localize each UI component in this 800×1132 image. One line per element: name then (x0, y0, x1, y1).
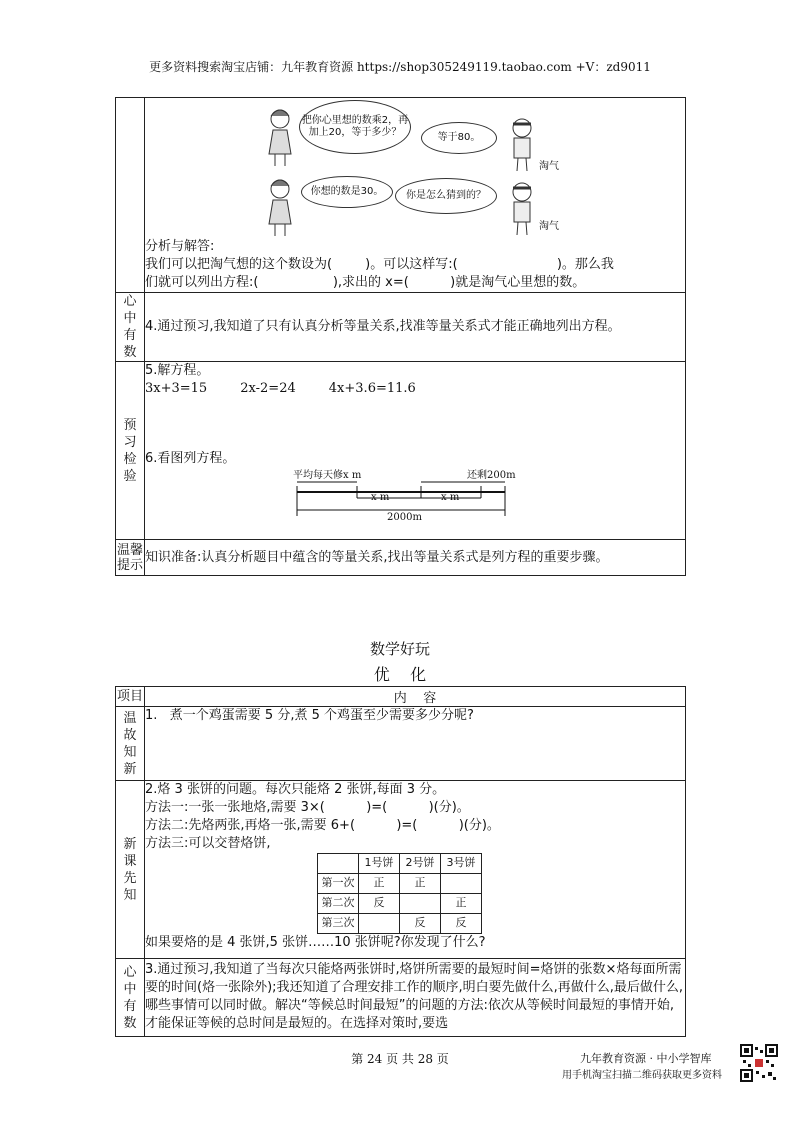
pancake-cell: 正 (359, 874, 400, 894)
row-label-empty (116, 98, 145, 293)
speech-bubble: 你想的数是30。 (301, 176, 393, 208)
pancake-cell: 第一次 (318, 874, 359, 894)
speech-bubble: 把你心里想的数乘2，再加上20，等于多少？ (299, 100, 411, 154)
pancake-header-cell: 2号饼 (400, 854, 441, 874)
diagram-label-left: 平均每天修x m (293, 470, 362, 481)
header-project: 项目 (116, 687, 145, 707)
analysis-title: 分析与解答: (145, 239, 215, 254)
practice-cell (145, 362, 686, 540)
pancake-cell: 第三次 (318, 914, 359, 934)
new-lesson-cell (145, 781, 686, 959)
lesson-line: 2.烙 3 张饼的问题。每次只能烙 2 张饼,每面 3 分。 (145, 782, 446, 797)
speech-bubble: 等于80。 (421, 122, 497, 154)
comic-area (145, 98, 685, 238)
row-text: 知识准备:认真分析题目中蕴含的等量关系,找出等量关系式是列方程的重要步骤。 (145, 540, 686, 576)
equations: 3x+3=15 2x-2=24 4x+3.6=11.6 (145, 381, 416, 396)
question-5: 5.解方程。 (145, 363, 210, 378)
diagram-seg1: x m (371, 492, 390, 503)
girl-figure-icon (263, 106, 297, 168)
line-diagram (145, 468, 605, 524)
worksheet-table-1 (115, 97, 686, 576)
diagram-seg2: x m (441, 492, 460, 503)
header-content: 内 容 (145, 687, 686, 707)
footer-brand: 九年教育资源 · 中小学智库 (580, 1052, 712, 1065)
row-label: 温馨提示 (116, 540, 145, 576)
character-name: 淘气 (539, 221, 559, 232)
worksheet-table-2 (115, 686, 686, 1037)
question-6: 6.看图列方程。 (145, 451, 236, 466)
pancake-cell: 反 (400, 914, 441, 934)
pancake-cell (400, 894, 441, 914)
girl-figure-icon (263, 176, 297, 238)
analysis-line: 们就可以列出方程:( ),求出的 x=( )就是淘气心里想的数。 (145, 275, 586, 290)
row-label: 心中有数 (116, 293, 145, 362)
pancake-cell: 反 (441, 914, 482, 934)
lesson-line: 方法三:可以交替烙饼, (145, 836, 271, 851)
row-label: 新课先知 (116, 781, 145, 959)
row-text: 1. 煮一个鸡蛋需要 5 分,煮 5 个鸡蛋至少需要多少分呢? (145, 707, 686, 781)
character-name: 淘气 (539, 161, 559, 172)
lesson-line: 方法一:一张一张地烙,需要 3×( )=( )(分)。 (145, 800, 470, 815)
row-label: 预习检验 (116, 362, 145, 540)
row-text: 4.通过预习,我知道了只有认真分析等量关系,找准等量关系式才能正确地列出方程。 (145, 293, 686, 362)
section-subtitle: 优 化 (373, 665, 427, 684)
pancake-cell (441, 874, 482, 894)
page-header: 更多资料搜索淘宝店铺：九年教育资源 https://shop305249119.taobao.com +V：zd9011 (149, 60, 651, 74)
diagram-label-right: 还剩200m (467, 470, 516, 481)
diagram-total: 2000m (387, 512, 422, 523)
lesson-line: 如果要烙的是 4 张饼,5 张饼……10 张饼呢?你发现了什么? (145, 935, 486, 950)
pancake-cell: 第二次 (318, 894, 359, 914)
row-label: 心中有数 (116, 959, 145, 1037)
analysis-line: 我们可以把淘气想的这个数设为( )。可以这样写:( )。那么我 (145, 257, 614, 272)
speech-bubble: 你是怎么猜到的？ (395, 178, 497, 214)
pancake-cell: 正 (441, 894, 482, 914)
row-text: 3.通过预习,我知道了当每次只能烙两张饼时,烙饼所需要的最短时间=烙饼的张数×烙每面所需要的时间(烙一张除外);我还知道了合理安排工作的顺序,明白要先做什么,再做什么,最后做什么,哪些事情可以同时做。解决“等候总时间最短”的问题的方法:依次从等候时间最短的事情开始,才能保证等候的总时间是最短的。在选择对策时,要选 (145, 959, 686, 1037)
pancake-table (317, 853, 482, 934)
boy-figure-icon (505, 180, 539, 236)
page-number: 第 24 页 共 28 页 (351, 1052, 449, 1066)
pancake-cell: 反 (359, 894, 400, 914)
pancake-header-cell: 3号饼 (441, 854, 482, 874)
row-label: 温故知新 (116, 707, 145, 781)
pancake-cell: 正 (400, 874, 441, 894)
pancake-header-cell (318, 854, 359, 874)
qr-code-icon (740, 1044, 778, 1082)
lesson-line: 方法二:先烙两张,再烙一张,需要 6+( )=( )(分)。 (145, 818, 500, 833)
boy-figure-icon (505, 116, 539, 172)
comic-cell (145, 98, 686, 293)
pancake-header-cell: 1号饼 (359, 854, 400, 874)
section-title: 数学好玩 (369, 640, 430, 658)
footer-brand-sub: 用手机淘宝扫描二维码获取更多资料 (562, 1070, 722, 1081)
pancake-cell (359, 914, 400, 934)
